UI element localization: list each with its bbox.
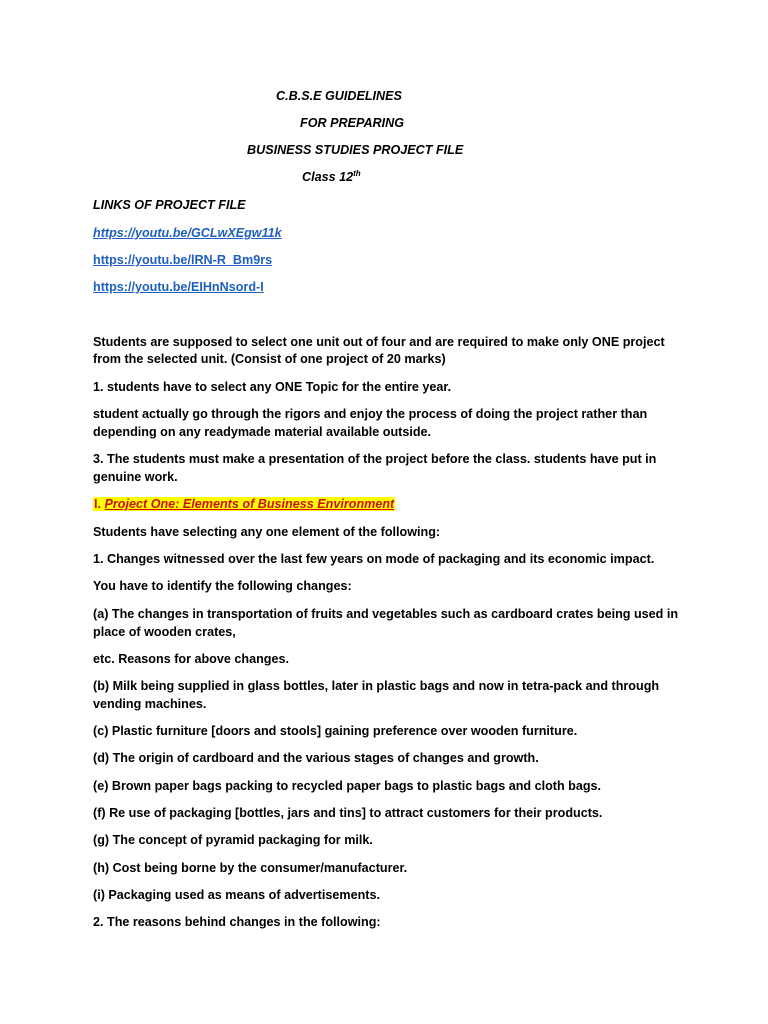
item-c: (c) Plastic furniture [doors and stools] gaining preference over wooden furniture. [93, 724, 578, 738]
item-b-line-1: (b) Milk being supplied in glass bottles, later in plastic bags and now in tetra-pack and through [93, 679, 660, 693]
item-a-line-2: place of wooden crates, [93, 625, 236, 639]
point-3-line-2: genuine work. [93, 470, 178, 484]
item-a-line-1: (a) The changes in transportation of fruits and vegetables such as cardboard crates being used in [93, 607, 679, 621]
item-e: (e) Brown paper bags packing to recycled paper bags to plastic bags and cloth bags. [93, 779, 602, 793]
item-h: (h) Cost being borne by the consumer/manufacturer. [93, 861, 408, 875]
point-3-line-1: 3. The students must make a presentation of the project before the class. students have put in [93, 452, 657, 466]
item-f: (f) Re use of packaging [bottles, jars and tins] to attract customers for their products. [93, 806, 603, 820]
project-one-highlight [93, 497, 395, 511]
point-1: 1. students have to select any ONE Topic for the entire year. [93, 380, 452, 394]
class-superscript: th [353, 168, 361, 178]
project-link-2[interactable]: https://youtu.be/lRN-R_Bm9rs [93, 253, 273, 267]
item-g: (g) The concept of pyramid packaging for milk. [93, 833, 373, 847]
project-link-1[interactable]: https://youtu.be/GCLwXEgw11k [93, 226, 282, 240]
links-heading: LINKS OF PROJECT FILE [93, 198, 246, 212]
header-line-3: BUSINESS STUDIES PROJECT FILE [247, 143, 464, 157]
item-b-line-2: vending machines. [93, 697, 207, 711]
project-one-roman: I. [94, 497, 101, 511]
intro-line-2: from the selected unit. (Consist of one project of 20 marks) [93, 352, 446, 366]
intro-line-1: Students are supposed to select one unit out of four and are required to make only ONE project [93, 335, 665, 349]
identify-text: You have to identify the following changes: [93, 579, 352, 593]
class-text: Class 12 [302, 170, 354, 184]
select-text: Students have selecting any one element of the following: [93, 525, 441, 539]
project-one-heading [93, 495, 395, 513]
project-one-title: Project One: Elements of Business Environment [104, 497, 395, 511]
header-class [302, 168, 361, 186]
project-link-3[interactable]: https://youtu.be/EIHnNsord-I [93, 280, 264, 294]
item-i: (i) Packaging used as means of advertisements. [93, 888, 380, 902]
change-2: 2. The reasons behind changes in the following: [93, 915, 381, 929]
change-1: 1. Changes witnessed over the last few years on mode of packaging and its economic impact. [93, 552, 655, 566]
item-etc: etc. Reasons for above changes. [93, 652, 289, 666]
item-d: (d) The origin of cardboard and the various stages of changes and growth. [93, 751, 539, 765]
header-line-1: C.B.S.E GUIDELINES [276, 89, 402, 103]
header-line-2: FOR PREPARING [300, 116, 405, 130]
point-2-line-1: student actually go through the rigors and enjoy the process of doing the project rather than [93, 407, 648, 421]
point-2-line-2: depending on any readymade material available outside. [93, 425, 432, 439]
